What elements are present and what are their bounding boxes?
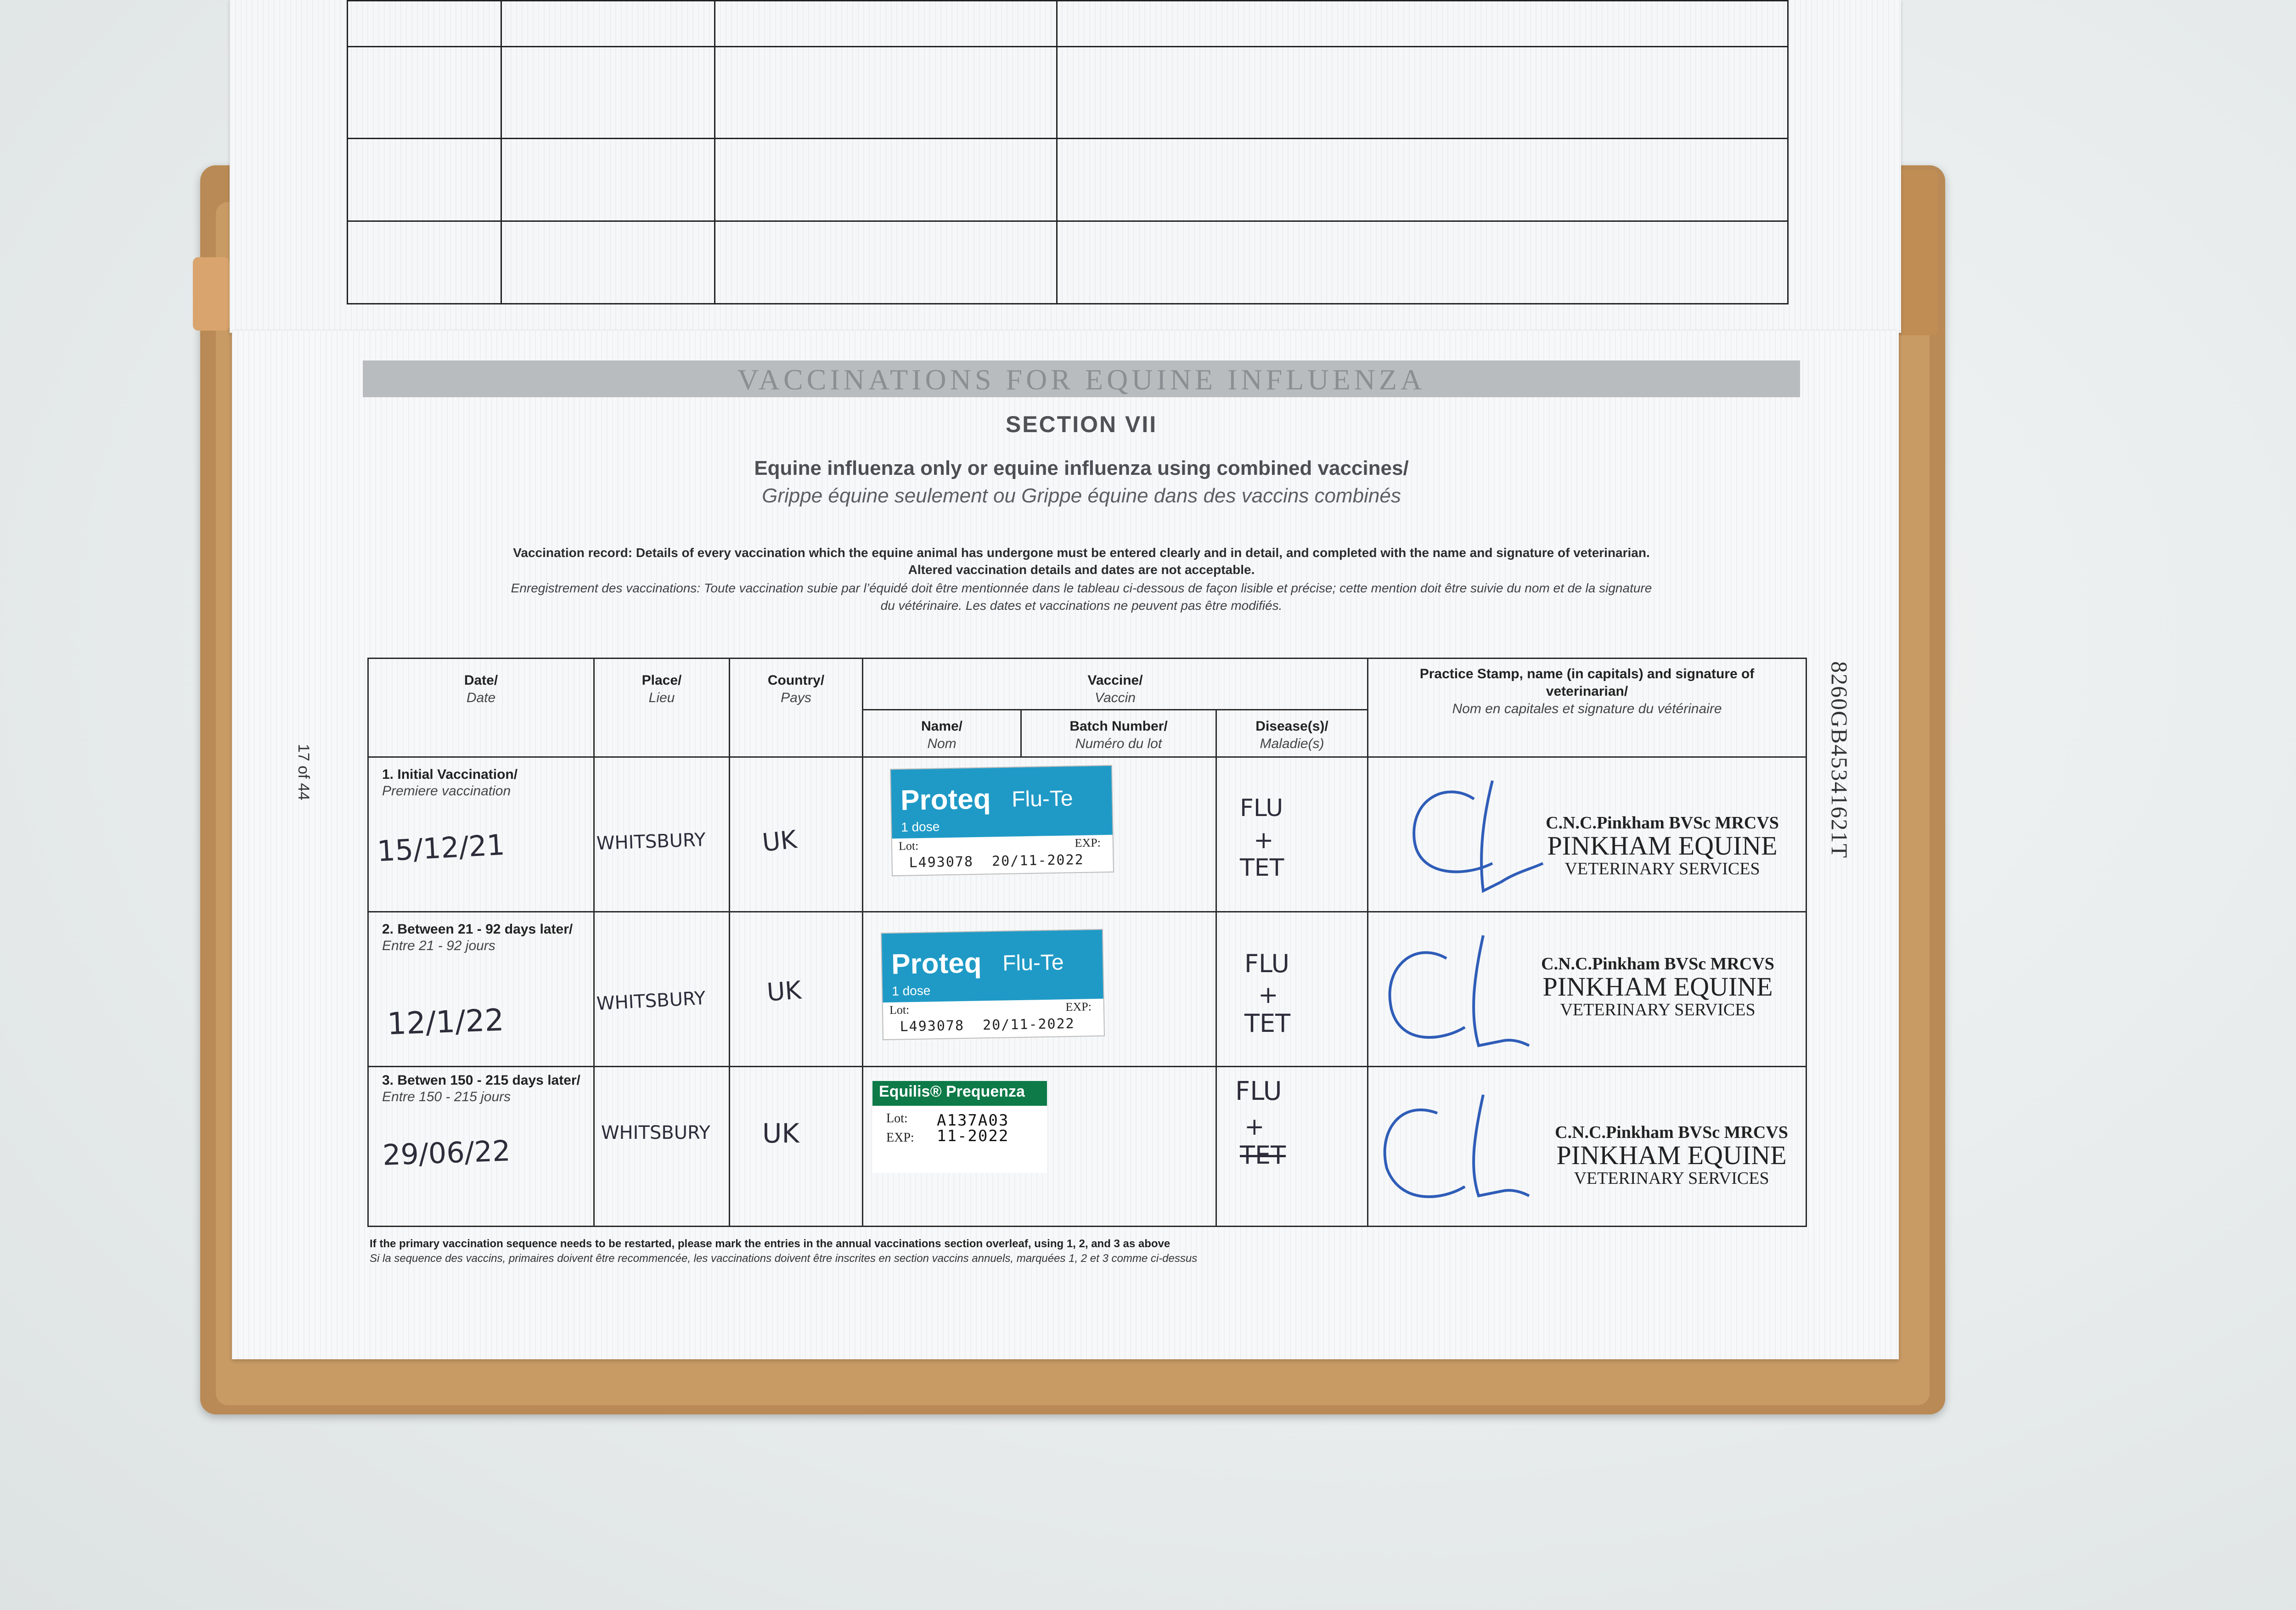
handwritten-country: UK [765,975,803,1007]
handwritten-date: 15/12/21 [376,828,506,868]
header-name: Name/ Nom [863,710,1021,757]
place-cell [594,757,730,912]
vaccine-label-cell [863,912,1216,1067]
passport-number: 8260GB45341621T [1827,661,1852,859]
footnote-en: If the primary vaccination sequence needs to be restarted, please mark the entries in the annual vaccinations section overleaf, using 1, 2, and 3 as above [370,1238,1171,1250]
handwritten-plus: + [1258,981,1278,1009]
handwritten-place: WHITSBURY [596,987,706,1015]
practice-stamp: C.N.C.Pinkham BVSc MRCVS PINKHAM EQUINE VETERINARY SERVICES [1555,1123,1788,1188]
handwritten-disease: FLU [1235,1076,1282,1107]
previous-page-grid [347,0,1789,304]
country-cell [730,1067,863,1227]
page-number: 17 of 44 [295,744,312,800]
handwritten-disease-2: TET [1240,1141,1286,1170]
table-row [368,912,1806,1067]
table-row [368,1067,1806,1227]
handwritten-country: UK [760,824,799,857]
handwritten-plus: + [1244,1113,1265,1141]
table-row [368,757,1806,912]
handwritten-place: WHITSBURY [601,1122,710,1144]
record-en-line1: Vaccination record: Details of every vaccination which the equine animal has undergone must be entered clearly and in detail, and completed with the name and signature of veterinarian. [513,546,1650,560]
handwritten-plus: + [1254,826,1274,854]
handwritten-place: WHITSBURY [596,829,706,854]
practice-stamp: C.N.C.Pinkham BVSc MRCVS PINKHAM EQUINE VETERINARY SERVICES [1546,813,1779,878]
signature [1373,1081,1548,1214]
equilis-sticker: Equilis® Prequenza Lot: A137A03 EXP: 11-2022 [872,1081,1047,1173]
header-stamp: Practice Stamp, name (in capitals) and signature of veterinarian/ Nom en capitales et signature du vétérinaire [1368,659,1806,757]
date-cell: 1. Initial Vaccination/ Premiere vaccination 15/12/21 [368,757,594,912]
stamp-cell [1368,912,1806,1067]
handwritten-disease: FLU [1240,794,1283,822]
record-en-line2: Altered vaccination details and dates are not acceptable. [908,563,1255,577]
stamp-cell [1368,1067,1806,1227]
header-country: Country/ Pays [730,659,863,757]
handwritten-disease-2: TET [1244,1009,1291,1038]
place-cell [594,1067,730,1227]
disease-cell [1216,1067,1368,1227]
record-fr-line1: Enregistrement des vaccinations: Toute vaccination subie par l’équidé doit être mentionnée dans le tableau ci-dessous de façon lisible et précise; cette mention doit être suivie du nom et de la signature [511,581,1652,595]
subtitle-fr: Grippe équine seulement ou Grippe équine dans des vaccins combinés [762,484,1401,507]
vaccination-table [367,658,1807,1227]
vaccine-label-cell [863,1067,1216,1227]
handwritten-date: 29/06/22 [382,1134,511,1172]
country-cell [730,757,863,912]
disease-cell [1216,912,1368,1067]
country-cell [730,912,863,1067]
handwritten-disease: FLU [1244,949,1289,979]
handwritten-country: UK [762,1118,799,1149]
practice-stamp: C.N.C.Pinkham BVSc MRCVS PINKHAM EQUINE VETERINARY SERVICES [1541,954,1774,1020]
cover-edge [193,257,230,331]
signature [1378,926,1543,1059]
subtitle-en: Equine influenza only or equine influenza using combined vaccines/ [754,457,1409,479]
stamp-cell [1368,757,1806,912]
handwritten-date: 12/1/22 [386,1002,505,1042]
footnote-fr: Si la sequence des vaccins, primaires doivent être recommencée, les vaccinations doivent être inscrites en section vaccins annuels, marquées 1, 2 et 3 comme ci-dessus [370,1252,1198,1265]
proteq-sticker: Proteq Flu-Te 1 dose Lot: EXP: L493078 20/11-2022 [890,765,1114,876]
proteq-sticker: Proteq Flu-Te 1 dose Lot: EXP: L493078 20/11-2022 [881,929,1105,1040]
header-disease: Disease(s)/ Maladie(s) [1216,710,1368,757]
vaccine-label-cell [863,757,1216,912]
record-fr-line2: du vétérinaire. Les dates et vaccinations ne peuvent pas être modifiés. [880,598,1283,613]
header-vaccine: Vaccine/ Vaccin [863,659,1368,710]
header-batch: Batch Number/ Numéro du lot [1021,710,1216,757]
header-place: Place/ Lieu [594,659,730,757]
section-title: SECTION VII [1005,411,1158,437]
disease-cell [1216,757,1368,912]
banner-title: VACCINATIONS FOR EQUINE INFLUENZA [737,363,1426,396]
date-cell: 2. Between 21 - 92 days later/ Entre 21 - 92 jours 12/1/22 [368,912,594,1067]
date-cell: 3. Betwen 150 - 215 days later/ Entre 150 - 215 jours 29/06/22 [368,1067,594,1227]
handwritten-disease-2: TET [1240,854,1284,882]
place-cell [594,912,730,1067]
header-date: Date/ Date [368,659,594,757]
